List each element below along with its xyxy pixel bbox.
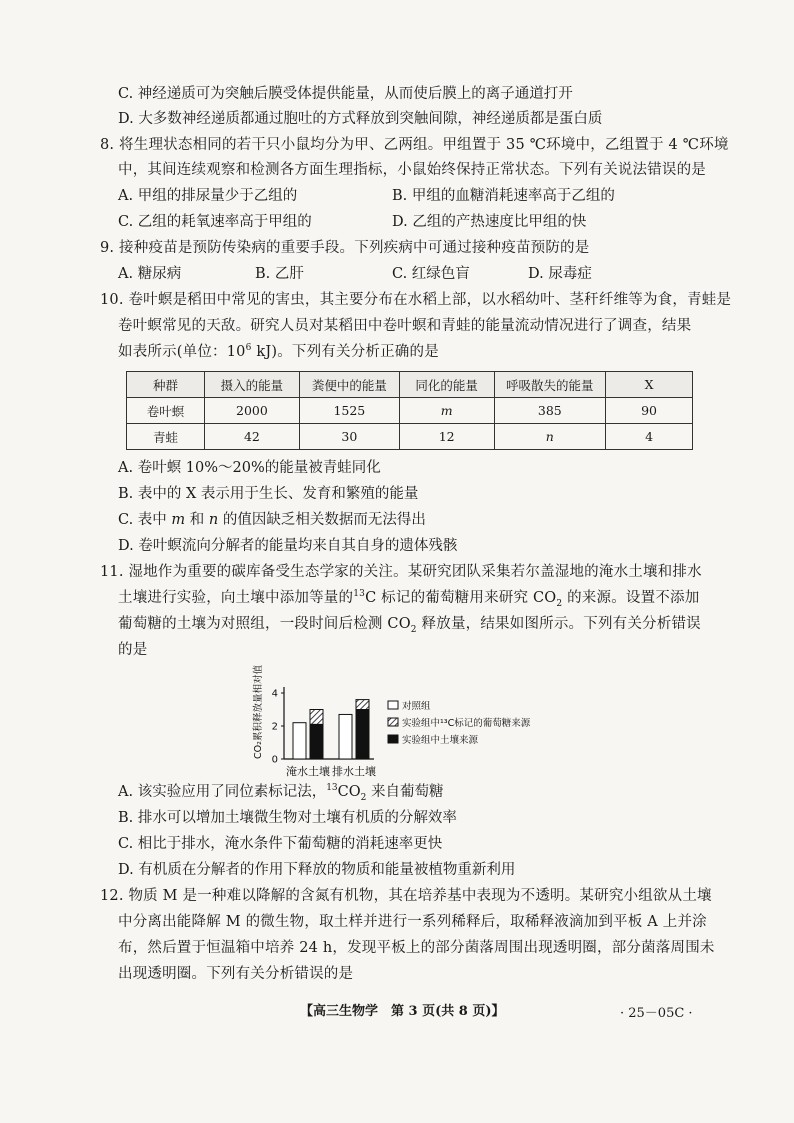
chart-legend (388, 700, 531, 746)
co2-release-chart (250, 655, 580, 785)
table-row (127, 424, 693, 450)
q9-option-c: C. 红绿色盲 (392, 266, 470, 282)
q12-stem-line4: 出现透明圈。下列有关分析错误的是 (118, 966, 354, 982)
chart-bar-control (293, 723, 306, 759)
q10-stem-line2: 卷叶螟常见的天敌。研究人员对某稻田中卷叶螟和青蛙的能量流动情况进行了调查，结果 (118, 318, 692, 334)
legend-label: 对照组 (402, 701, 431, 712)
q11-option-c: C. 相比于排水，淹水条件下葡萄糖的消耗速率更快 (118, 836, 443, 852)
table-row (127, 398, 693, 424)
chart-y-tick-label: 2 (271, 721, 278, 733)
q10-option-a: A. 卷叶螟 10%～20%的能量被青蛙同化 (118, 460, 381, 476)
table-cell: 30 (299, 424, 399, 450)
q9-stem: 9. 接种疫苗是预防传染病的重要手段。下列疾病中可通过接种疫苗预防的是 (100, 240, 590, 256)
q10-option-b: B. 表中的 X 表示用于生长、发育和繁殖的能量 (118, 486, 419, 502)
q10-stem-line1: 10. 卷叶螟是稻田中常见的害虫，其主要分布在水稻上部，以水稻幼叶、茎秆纤维等为食，青蛙是 (100, 292, 732, 308)
q7-option-c: C. 神经递质可为突触后膜受体提供能量，从而使后膜上的离子通道打开 (118, 86, 573, 102)
q9-option-b: B. 乙肝 (255, 266, 304, 282)
chart-bar-soil (310, 724, 323, 759)
q12-stem-line1: 12. 物质 M 是一种难以降解的含氮有机物，其在培养基中表现为不透明。某研究小组欲从土壤 (100, 888, 712, 904)
chart-bar-soil (356, 710, 369, 760)
q9-option-d: D. 尿毒症 (528, 266, 592, 282)
page-code: · 25－05C · (620, 1006, 693, 1021)
chart-bar-glucose (356, 700, 369, 710)
q11-stem-line4: 的是 (118, 642, 148, 658)
table-cell: 42 (204, 424, 299, 450)
chart-y-tick-label: 0 (271, 754, 278, 766)
q9-option-a: A. 糖尿病 (118, 266, 182, 282)
q11-stem-line3: 葡萄糖的土壤为对照组，一段时间后检测 $CO_2$ 释放量，结果如图所示。下列有关分析错误 (118, 616, 701, 635)
table-header-cell: 呼吸散失的能量 (494, 372, 606, 398)
q11-stem-line2: 土壤进行实验，向土壤中添加等量的$^{13}$C 标记的葡萄糖用来研究 $CO_2$ 的来源。设置不添加 (118, 589, 700, 609)
q11-stem-line1: 11. 湿地作为重要的碳库备受生态学家的关注。某研究团队采集若尔盖湿地的淹水土壤和排水 (100, 564, 702, 580)
table-header-cell: 种群 (127, 372, 205, 398)
q11-option-b: B. 排水可以增加土壤微生物对土壤有机质的分解效率 (118, 810, 457, 826)
q10-stem-line3: 如表所示(单位：$10^6$ kJ)。下列有关分析正确的是 (118, 343, 439, 360)
q8-option-c: C. 乙组的耗氧速率高于甲组的 (118, 214, 312, 230)
table-cell: 90 (606, 398, 693, 424)
table-cell: m (399, 398, 494, 424)
legend-label: 实验组中¹³C标记的葡萄糖来源 (402, 718, 531, 729)
chart-ylabel: CO₂累积释放量相对值 (253, 665, 264, 759)
q8-stem-line1: 8. 将生理状态相同的若干只小鼠均分为甲、乙两组。甲组置于 35 ℃环境中，乙组置于 4 ℃环境 (100, 137, 729, 153)
chart-plot-area (272, 687, 374, 766)
legend-swatch-soil (388, 735, 398, 743)
table-header-cell: 粪便中的能量 (299, 372, 399, 398)
page-footer-label: 【高三生物学 第 3 页(共 8 页)】 (300, 1004, 505, 1019)
legend-swatch-glucose (388, 718, 398, 726)
q8-option-b: B. 甲组的血糖消耗速率高于乙组的 (392, 188, 615, 204)
q8-option-d: D. 乙组的产热速度比甲组的快 (392, 214, 587, 230)
legend-label: 实验组中土壤来源 (402, 735, 479, 746)
table-header-row (127, 372, 693, 398)
table-cell: 4 (606, 424, 693, 450)
table-cell: 卷叶螟 (127, 398, 205, 424)
table-cell: 12 (399, 424, 494, 450)
q8-stem-line2: 中，其间连续观察和检测各方面生理指标，小鼠始终保持正常状态。下列有关说法错误的是 (118, 162, 706, 178)
chart-category-label: 排水土壤 (332, 765, 376, 778)
q12-stem-line2: 中分离出能降解 M 的微生物，取土样并进行一系列稀释后，取稀释液滴加到平板 A 上并涂 (118, 914, 707, 930)
table-header-cell: 同化的能量 (399, 372, 494, 398)
q8-option-a: A. 甲组的排尿量少于乙组的 (118, 188, 298, 204)
legend-swatch-control (388, 701, 398, 709)
q10-option-c: C. 表中 m 和 n 的值因缺乏相关数据而无法得出 (118, 512, 426, 528)
chart-bar-control (339, 714, 352, 759)
q10-option-d: D. 卷叶螟流向分解者的能量均来自其自身的遗体残骸 (118, 538, 458, 554)
q12-stem-line3: 布，然后置于恒温箱中培养 24 h，发现平板上的部分菌落周围出现透明圈，部分菌落周围未 (118, 940, 715, 956)
chart-y-tick-label: 4 (271, 688, 278, 700)
chart-category-label: 淹水土壤 (286, 765, 330, 778)
table-header-cell: 摄入的能量 (204, 372, 299, 398)
table-cell: n (494, 424, 606, 450)
table-cell: 385 (494, 398, 606, 424)
q11-option-a: A. 该实验应用了同位素标记法，$^{13}CO_2$ 来自葡萄糖 (118, 783, 444, 803)
q7-option-d: D. 大多数神经递质都通过胞吐的方式释放到突触间隙，神经递质都是蛋白质 (118, 111, 603, 127)
energy-flow-table (126, 371, 693, 450)
table-cell: 2000 (204, 398, 299, 424)
table-cell: 1525 (299, 398, 399, 424)
chart-bar-glucose (310, 710, 323, 725)
table-cell: 青蛙 (127, 424, 205, 450)
table-header-cell: X (606, 372, 693, 398)
q11-option-d: D. 有机质在分解者的作用下释放的物质和能量被植物重新利用 (118, 862, 516, 878)
